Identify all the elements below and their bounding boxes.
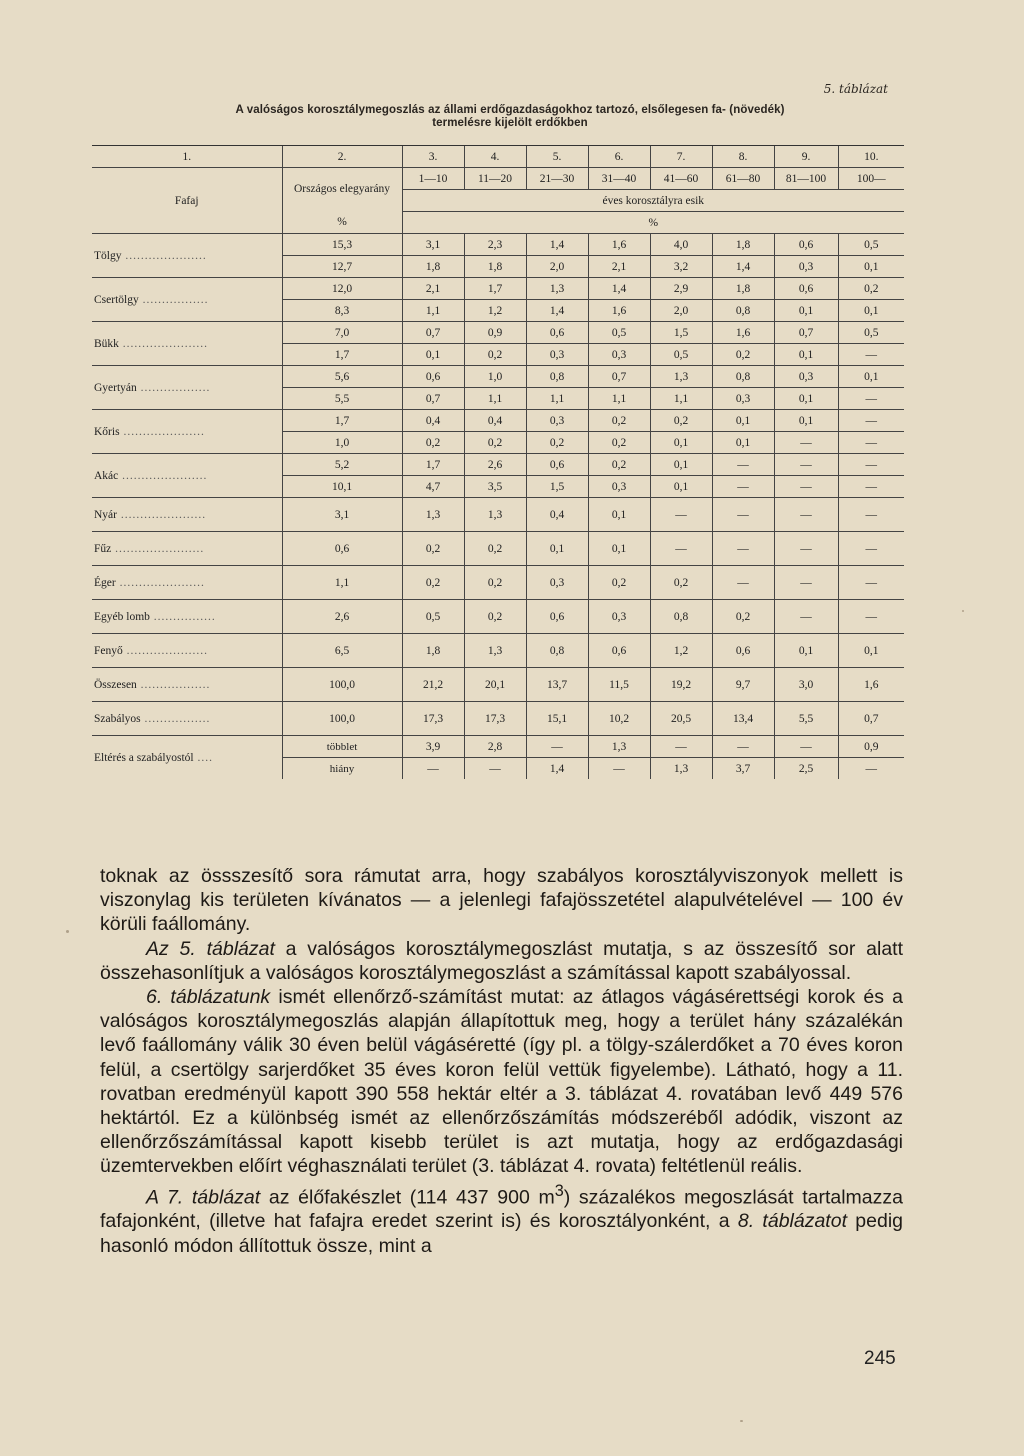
table-cell: 2,0 [650,300,712,322]
species-name: Akác [94,469,119,482]
table-cell: 17,3 [402,702,464,736]
paragraph-3 [100,985,903,1179]
table-cell: 1,7 [402,454,464,476]
species-cell [92,322,282,366]
table-cell: — [650,736,712,758]
table-label: 5. táblázat [823,82,888,96]
table-cell: 0,6 [526,600,588,634]
leader-dots: ..................... [119,425,205,438]
column-number: 5. [526,146,588,168]
table-cell: 0,2 [464,344,526,366]
table-cell: 0,9 [464,322,526,344]
column-number: 10. [838,146,904,168]
table-cell: 1,6 [712,322,774,344]
table-cell: 1,1 [464,388,526,410]
leader-dots: .................. [136,381,211,394]
paragraph-3-text: ismét ellenőrző-számítást mutat: az átlagos vágásérettségi korok és a valóságos korosztálymegoszlás alapján állapítottuk meg, hogy a terület hány százalékán levő faállomány válik 30 éven belül vágáséretté (így pl. a tölgy-szálerdőket a 70 éves koron felül, a csertölgy sarjerdőket 35 éves koron felül vettük figyelembe). Látható, hogy a 11. rovatban eredményül kapott 390 558 hektár eltér a 3. táblázat 4. rovatában levő 449 576 hektártól. Ez a különbség ismét az ellenőrzőszámítás módszeréből adódik, viszont az ellenőrzőszámítással kapott kisebb terület is azt mutatja, hogy az erdőgazdasági üzemtervekben előírt véghasználati terület (3. táblázat 4. rovata) feltétlenül reális. [100,986,904,1178]
table-cell: 0,6 [774,278,838,300]
table-cell: 0,1 [774,634,838,668]
table-cell: 0,2 [526,432,588,454]
species-name: Csertölgy [94,293,139,306]
table-cell: 0,1 [712,432,774,454]
table-cell: 0,7 [402,388,464,410]
table-cell: 1,0 [464,366,526,388]
species-name: Fűz [94,542,112,555]
table-cell: 0,3 [712,388,774,410]
table-cell: 20,5 [650,702,712,736]
table-cell: — [838,476,904,498]
table-cell: 1,8 [402,634,464,668]
table-cell: 1,7 [282,410,402,432]
species-name: Összesen [94,678,137,691]
table-cell: 0,6 [526,322,588,344]
table-cell: 1,3 [650,366,712,388]
leader-dots: ................. [140,712,211,725]
table-cell: 6,5 [282,634,402,668]
species-name: Éger [94,576,116,589]
table-cell: 13,7 [526,668,588,702]
table-cell: 0,8 [526,634,588,668]
table-cell: 0,3 [526,410,588,432]
table-cell: 0,1 [774,344,838,366]
table-cell: 0,2 [464,532,526,566]
table-cell: 0,7 [838,702,904,736]
table-cell: 1,4 [712,256,774,278]
table-cell: 1,3 [464,498,526,532]
table-cell: 0,3 [774,256,838,278]
table-cell: 2,1 [402,278,464,300]
table-cell: 0,7 [588,366,650,388]
table-cell: 0,5 [838,322,904,344]
table-cell: 0,1 [650,476,712,498]
table-cell: — [774,532,838,566]
table-cell: 1,4 [526,300,588,322]
table-cell: 0,8 [712,366,774,388]
table-cell: 0,4 [464,410,526,432]
table-cell: 3,5 [464,476,526,498]
age-class-header: 100— [838,168,904,190]
table-cell: 10,1 [282,476,402,498]
species-name: Egyéb lomb [94,610,150,623]
table-cell: — [838,388,904,410]
column-number: 6. [588,146,650,168]
table-cell: 2,1 [588,256,650,278]
table-cell: 1,7 [282,344,402,366]
table-cell: — [774,476,838,498]
table-cell: 1,3 [650,758,712,780]
table-row [92,410,904,432]
column-number: 4. [464,146,526,168]
header-row-numbers [92,146,904,168]
table-cell: 0,7 [402,322,464,344]
table-title-line-1: A valóságos korosztálymegoszlás az állami erdőgazdaságokhoz tartozó, elsőlegesen fa- (növedék) [235,104,785,116]
species-name: Fenyő [94,644,123,657]
table-cell: 0,6 [774,234,838,256]
age-caption: éves korosztályra esik [402,190,904,212]
table-cell: 0,2 [464,600,526,634]
table-cell: 1,6 [838,668,904,702]
age-class-header: 1—10 [402,168,464,190]
species-name: Tölgy [94,249,122,262]
table-cell: — [838,532,904,566]
table-cell: 0,1 [402,344,464,366]
table-cell: 1,4 [526,758,588,780]
table-cell: 0,1 [526,532,588,566]
leader-dots: .................. [136,678,211,691]
paragraph-4-ref: A 7. táblázat [146,1186,261,1209]
table-cell: 0,2 [650,410,712,432]
deviation-label: többlet [282,736,402,758]
table-cell: — [650,532,712,566]
table-cell: 11,5 [588,668,650,702]
table-cell: — [712,736,774,758]
species-name: Bükk [94,337,119,350]
table-cell: 5,2 [282,454,402,476]
table-cell: 0,2 [402,566,464,600]
table-row [92,702,904,736]
table-cell: — [838,758,904,780]
table-cell: 7,0 [282,322,402,344]
header-row-age-classes [92,168,904,190]
table-cell: — [588,758,650,780]
paper-speck [740,1420,743,1422]
table-cell: — [526,736,588,758]
species-cell [92,366,282,410]
paragraph-4-text-c: pedig hasonló módon állítottuk össze, mint a [100,1210,904,1257]
table-cell: — [774,600,838,634]
column-number: 3. [402,146,464,168]
table-cell: 1,2 [464,300,526,322]
table-cell: 2,8 [464,736,526,758]
table-cell: 0,6 [526,454,588,476]
paragraph-2-ref: Az 5. táblázat [146,937,275,960]
table-cell: — [774,736,838,758]
table-cell: 2,0 [526,256,588,278]
age-class-header: 61—80 [712,168,774,190]
table-row [92,234,904,256]
table-cell: 2,6 [464,454,526,476]
age-class-header: 81—100 [774,168,838,190]
paper-speck [66,930,69,933]
species-cell [92,498,282,532]
species-cell [92,278,282,322]
age-class-header: 31—40 [588,168,650,190]
table-cell: 12,7 [282,256,402,278]
species-cell [92,668,282,702]
table-cell: — [712,498,774,532]
table-cell: 0,5 [588,322,650,344]
table-cell: 0,5 [650,344,712,366]
table-cell: — [712,454,774,476]
table-cell: 17,3 [464,702,526,736]
table-cell: 0,2 [464,566,526,600]
paragraph-4-text-a: az élőfakészlet (114 437 900 m [260,1186,555,1209]
table-cell: 1,8 [464,256,526,278]
table-cell: 0,2 [588,410,650,432]
species-name: Szabályos [94,712,141,725]
table-cell: — [838,566,904,600]
table-cell: 8,3 [282,300,402,322]
table-cell: 9,7 [712,668,774,702]
species-cell [92,566,282,600]
column-number: 7. [650,146,712,168]
table-cell: 0,9 [838,736,904,758]
table-cell: 1,5 [526,476,588,498]
table-cell: 0,3 [588,476,650,498]
table-cell: — [712,566,774,600]
species-cell [92,634,282,668]
table-cell: 0,1 [774,410,838,432]
table-cell: 4,7 [402,476,464,498]
table-cell: 0,2 [402,532,464,566]
age-class-table [92,145,904,779]
leader-dots: ................. [138,293,209,306]
age-class-header: 21—30 [526,168,588,190]
table-cell: — [838,410,904,432]
table-cell: — [774,566,838,600]
species-name: Nyár [94,508,117,521]
column-number: 1. [92,146,282,168]
table-cell: 1,4 [526,234,588,256]
species-cell [92,234,282,278]
table-cell: 1,8 [712,278,774,300]
table-cell: 0,1 [838,634,904,668]
table-cell: 0,3 [526,344,588,366]
table-cell: 1,7 [464,278,526,300]
table-cell: 3,7 [712,758,774,780]
table-cell: 0,8 [526,366,588,388]
leader-dots: ................ [149,610,216,623]
table-cell: 0,1 [774,300,838,322]
table-cell: 100,0 [282,702,402,736]
table-row [92,566,904,600]
species-name: Gyertyán [94,381,137,394]
table-row [92,322,904,344]
table-cell: 3,2 [650,256,712,278]
table-cell: 3,1 [402,234,464,256]
table-body [92,146,904,780]
species-name: Eltérés a szabályostól [94,751,194,764]
table-cell: 1,8 [712,234,774,256]
table-cell: 13,4 [712,702,774,736]
table-cell: 1,1 [282,566,402,600]
table-cell: 0,8 [650,600,712,634]
paragraph-2 [100,937,903,985]
table-cell: 1,3 [402,498,464,532]
table-cell: 0,2 [588,432,650,454]
table-cell: 0,6 [588,634,650,668]
table-row [92,668,904,702]
table-cell: 2,5 [774,758,838,780]
table-cell: 1,4 [588,278,650,300]
species-cell [92,736,282,780]
paragraph-1: toknak az össszesítő sora rámutat arra, hogy szabályos korosztályviszonyok mellett is viszonylag kis területen kívánatos — a jelenlegi fafajösszetétel alapulvételével — 100 év körüli faállomány. [100,865,903,936]
table-cell: 3,1 [282,498,402,532]
species-cell [92,600,282,634]
table-cell: 4,0 [650,234,712,256]
table-cell: — [402,758,464,780]
leader-dots: .... [193,751,214,764]
table-row [92,498,904,532]
table-cell: 0,1 [650,432,712,454]
table-cell: 12,0 [282,278,402,300]
table-cell: 0,2 [588,454,650,476]
table-cell: 2,3 [464,234,526,256]
table-cell: 1,1 [588,388,650,410]
table-cell: 1,1 [402,300,464,322]
table-cell: 1,1 [650,388,712,410]
paragraph-4-text-b: ) százalékos megoszlását tartalmazza fafajonként, (illetve hat fafajra eredet szerint is) és korosztályonként, a [100,1186,903,1233]
table-cell: 0,7 [774,322,838,344]
table-cell: 1,3 [464,634,526,668]
table-cell: — [774,432,838,454]
table-cell: 100,0 [282,668,402,702]
body-text [100,864,903,1258]
column-number: 9. [774,146,838,168]
table-cell: 2,9 [650,278,712,300]
table-cell: 5,5 [774,702,838,736]
table-cell: 0,3 [588,600,650,634]
table-cell: 0,2 [712,344,774,366]
table-cell: 0,1 [588,498,650,532]
leader-dots: ....................... [111,542,205,555]
table-title [140,104,880,130]
paragraph-2-text: a valóságos korosztálymegoszlást mutatja, s az összesítő sor alatt összehasonlítjuk a valóságos korosztálymegoszlást a számítással kapott szabályossal. [100,937,904,984]
species-cell [92,410,282,454]
deviation-row [92,736,904,758]
table-cell: — [838,344,904,366]
table-row [92,278,904,300]
table-cell: — [838,432,904,454]
table-cell: 0,1 [838,256,904,278]
table-cell: 0,4 [402,410,464,432]
table-cell: 0,1 [838,366,904,388]
table-cell: 3,9 [402,736,464,758]
table-cell: 0,4 [526,498,588,532]
table-cell: 1,5 [650,322,712,344]
table-cell: 15,1 [526,702,588,736]
table-cell: — [464,758,526,780]
leader-dots: ...................... [115,576,205,589]
table-cell: 21,2 [402,668,464,702]
table-cell: — [774,498,838,532]
species-cell [92,702,282,736]
table-cell: 0,2 [588,566,650,600]
table-cell: 0,3 [526,566,588,600]
age-class-header: 41—60 [650,168,712,190]
table-cell: — [838,498,904,532]
unit-percent-age: % [402,212,904,234]
header-fafaj: Fafaj [174,194,199,207]
table-cell: 2,6 [282,600,402,634]
table-row [92,532,904,566]
table-cell: — [838,600,904,634]
table-cell: 0,3 [588,344,650,366]
table-cell: 3,0 [774,668,838,702]
species-cell [92,454,282,498]
table-cell: 5,5 [282,388,402,410]
table-cell: 15,3 [282,234,402,256]
leader-dots: ...................... [118,337,209,350]
table-cell: 0,2 [464,432,526,454]
table-cell: 0,2 [712,600,774,634]
table-cell: 0,1 [588,532,650,566]
table-cell: 1,0 [282,432,402,454]
paragraph-4-ref-2: 8. táblázatot [737,1210,847,1233]
table-cell: 0,1 [774,388,838,410]
paragraph-3-ref: 6. táblázatunk [146,986,271,1009]
deviation-label: hiány [282,758,402,780]
table-cell: 5,6 [282,366,402,388]
table-row [92,366,904,388]
age-class-header: 11—20 [464,168,526,190]
paragraph-4-superscript: 3 [554,1181,564,1200]
table-cell: 0,8 [712,300,774,322]
table-cell: — [774,454,838,476]
table-row [92,600,904,634]
leader-dots: ...................... [118,469,208,482]
leader-dots: ...................... [117,508,207,521]
table-row [92,634,904,668]
table-cell: 1,1 [526,388,588,410]
table-cell: 0,5 [402,600,464,634]
page-number: 245 [864,1348,896,1369]
table-title-line-2: termelésre kijelölt erdőkben [432,117,588,129]
table-cell: 1,2 [650,634,712,668]
leader-dots: ..................... [121,249,207,262]
table-cell: 0,3 [774,366,838,388]
table-row [92,454,904,476]
table-cell: 1,6 [588,300,650,322]
column-number: 2. [282,146,402,168]
table-cell: 0,6 [712,634,774,668]
table-cell: 0,2 [838,278,904,300]
table-cell: 0,6 [402,366,464,388]
table-cell: 19,2 [650,668,712,702]
table-cell: 1,8 [402,256,464,278]
table-cell: — [650,498,712,532]
table-cell: 0,2 [650,566,712,600]
leader-dots: ..................... [122,644,208,657]
table-cell: 1,3 [588,736,650,758]
header-orszagos: Országos elegyarány [282,168,402,212]
table-cell: 0,1 [712,410,774,432]
table-cell: 20,1 [464,668,526,702]
unit-percent-national: % [282,212,402,234]
table-cell: — [712,476,774,498]
species-name: Kőris [94,425,120,438]
paragraph-4 [100,1179,903,1258]
column-number: 8. [712,146,774,168]
table-cell: 1,6 [588,234,650,256]
table-cell: 0,6 [282,532,402,566]
table-cell: — [838,454,904,476]
table-cell: 0,1 [838,300,904,322]
table-cell: 1,3 [526,278,588,300]
table-cell: 0,5 [838,234,904,256]
table-cell: 0,2 [402,432,464,454]
table-cell: — [712,532,774,566]
table-cell: 10,2 [588,702,650,736]
data-table [92,145,904,779]
table-cell: 0,1 [650,454,712,476]
species-cell [92,532,282,566]
paper-speck [962,610,964,612]
